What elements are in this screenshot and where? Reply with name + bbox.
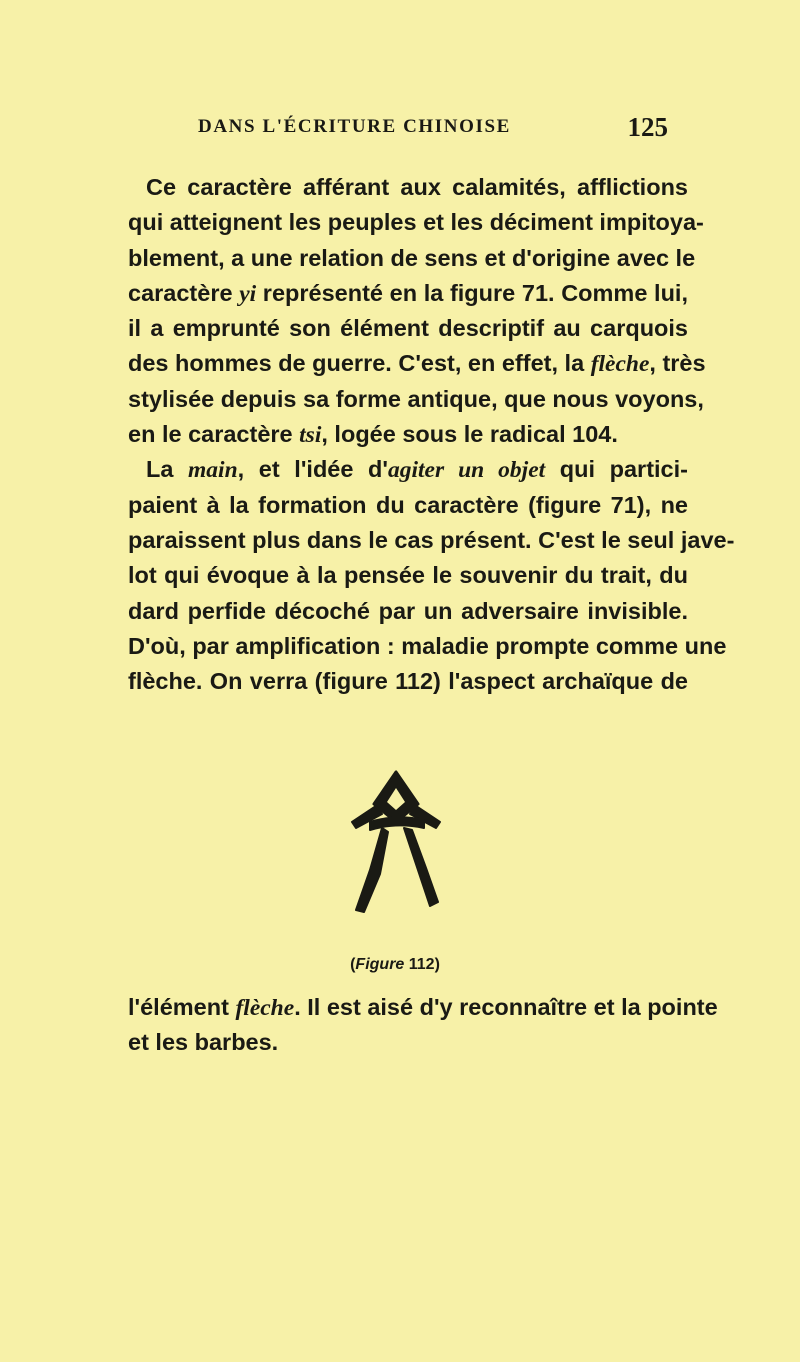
italic-term: yi xyxy=(239,280,257,307)
running-head xyxy=(198,112,668,146)
text-line: blement, a une relation de sens et d'origine avec le xyxy=(128,244,696,271)
italic-term: tsi xyxy=(299,422,322,449)
text-run: l'élément xyxy=(128,994,236,1020)
page-number: 125 xyxy=(627,112,668,142)
text-line: et les barbes. xyxy=(128,1029,279,1056)
text-line: lot qui évoque à la pensée le souvenir du trait, du xyxy=(128,562,688,589)
text-line: paient à la formation du caractère (figure 71), ne xyxy=(128,491,688,518)
text-line: il a emprunté son élément descriptif au carquois xyxy=(128,315,688,342)
text-run: , logée sous le radical 104. xyxy=(321,421,618,448)
text-line: stylisée depuis sa forme antique, que nous voyons, xyxy=(128,385,704,412)
archaic-arrow-glyph-icon xyxy=(326,770,466,920)
text-run: La xyxy=(146,456,189,483)
italic-term: agiter un objet xyxy=(388,457,546,484)
text-line: Ce caractère afférant aux calamités, afflictions xyxy=(146,174,688,200)
text-line xyxy=(128,990,718,1025)
running-title: DANS L'ÉCRITURE CHINOISE xyxy=(198,116,511,137)
text-run: . Il est aisé d'y reconnaître et la pointe xyxy=(294,994,718,1020)
caption-label: Figure xyxy=(355,956,405,973)
text-line: qui atteignent les peuples et les déciment impitoya- xyxy=(128,209,704,236)
continuation-text xyxy=(128,990,718,1061)
caption-open: ( xyxy=(350,956,356,973)
text-run: , très xyxy=(649,350,706,377)
body-text xyxy=(128,170,735,699)
italic-term: flèche xyxy=(235,995,295,1021)
text-run: caractère xyxy=(128,279,240,306)
text-line: dard perfide décoché par un adversaire invisible. xyxy=(128,597,688,624)
figure-caption xyxy=(300,956,490,974)
italic-term: flèche xyxy=(590,351,650,378)
text-run: qui partici- xyxy=(545,456,688,483)
text-line: D'où, par amplification : maladie prompte comme une xyxy=(128,632,727,659)
text-run: des hommes de guerre. C'est, en effet, la xyxy=(128,350,591,377)
text-line xyxy=(128,452,688,487)
text-line xyxy=(128,417,688,452)
text-run: représenté en la figure 71. Comme lui, xyxy=(256,279,688,306)
italic-term: main xyxy=(188,457,238,484)
text-run: , et l'idée d' xyxy=(237,456,388,483)
text-line: paraissent plus dans le cas présent. C'est le seul jave- xyxy=(128,526,735,553)
text-line xyxy=(128,276,688,311)
text-line xyxy=(128,346,706,381)
text-run: en le caractère xyxy=(128,421,300,448)
caption-number: 112) xyxy=(404,956,440,973)
arrow-glyph-drawing xyxy=(326,770,466,920)
text-line: flèche. On verra (figure 112) l'aspect archaïque de xyxy=(128,668,688,695)
